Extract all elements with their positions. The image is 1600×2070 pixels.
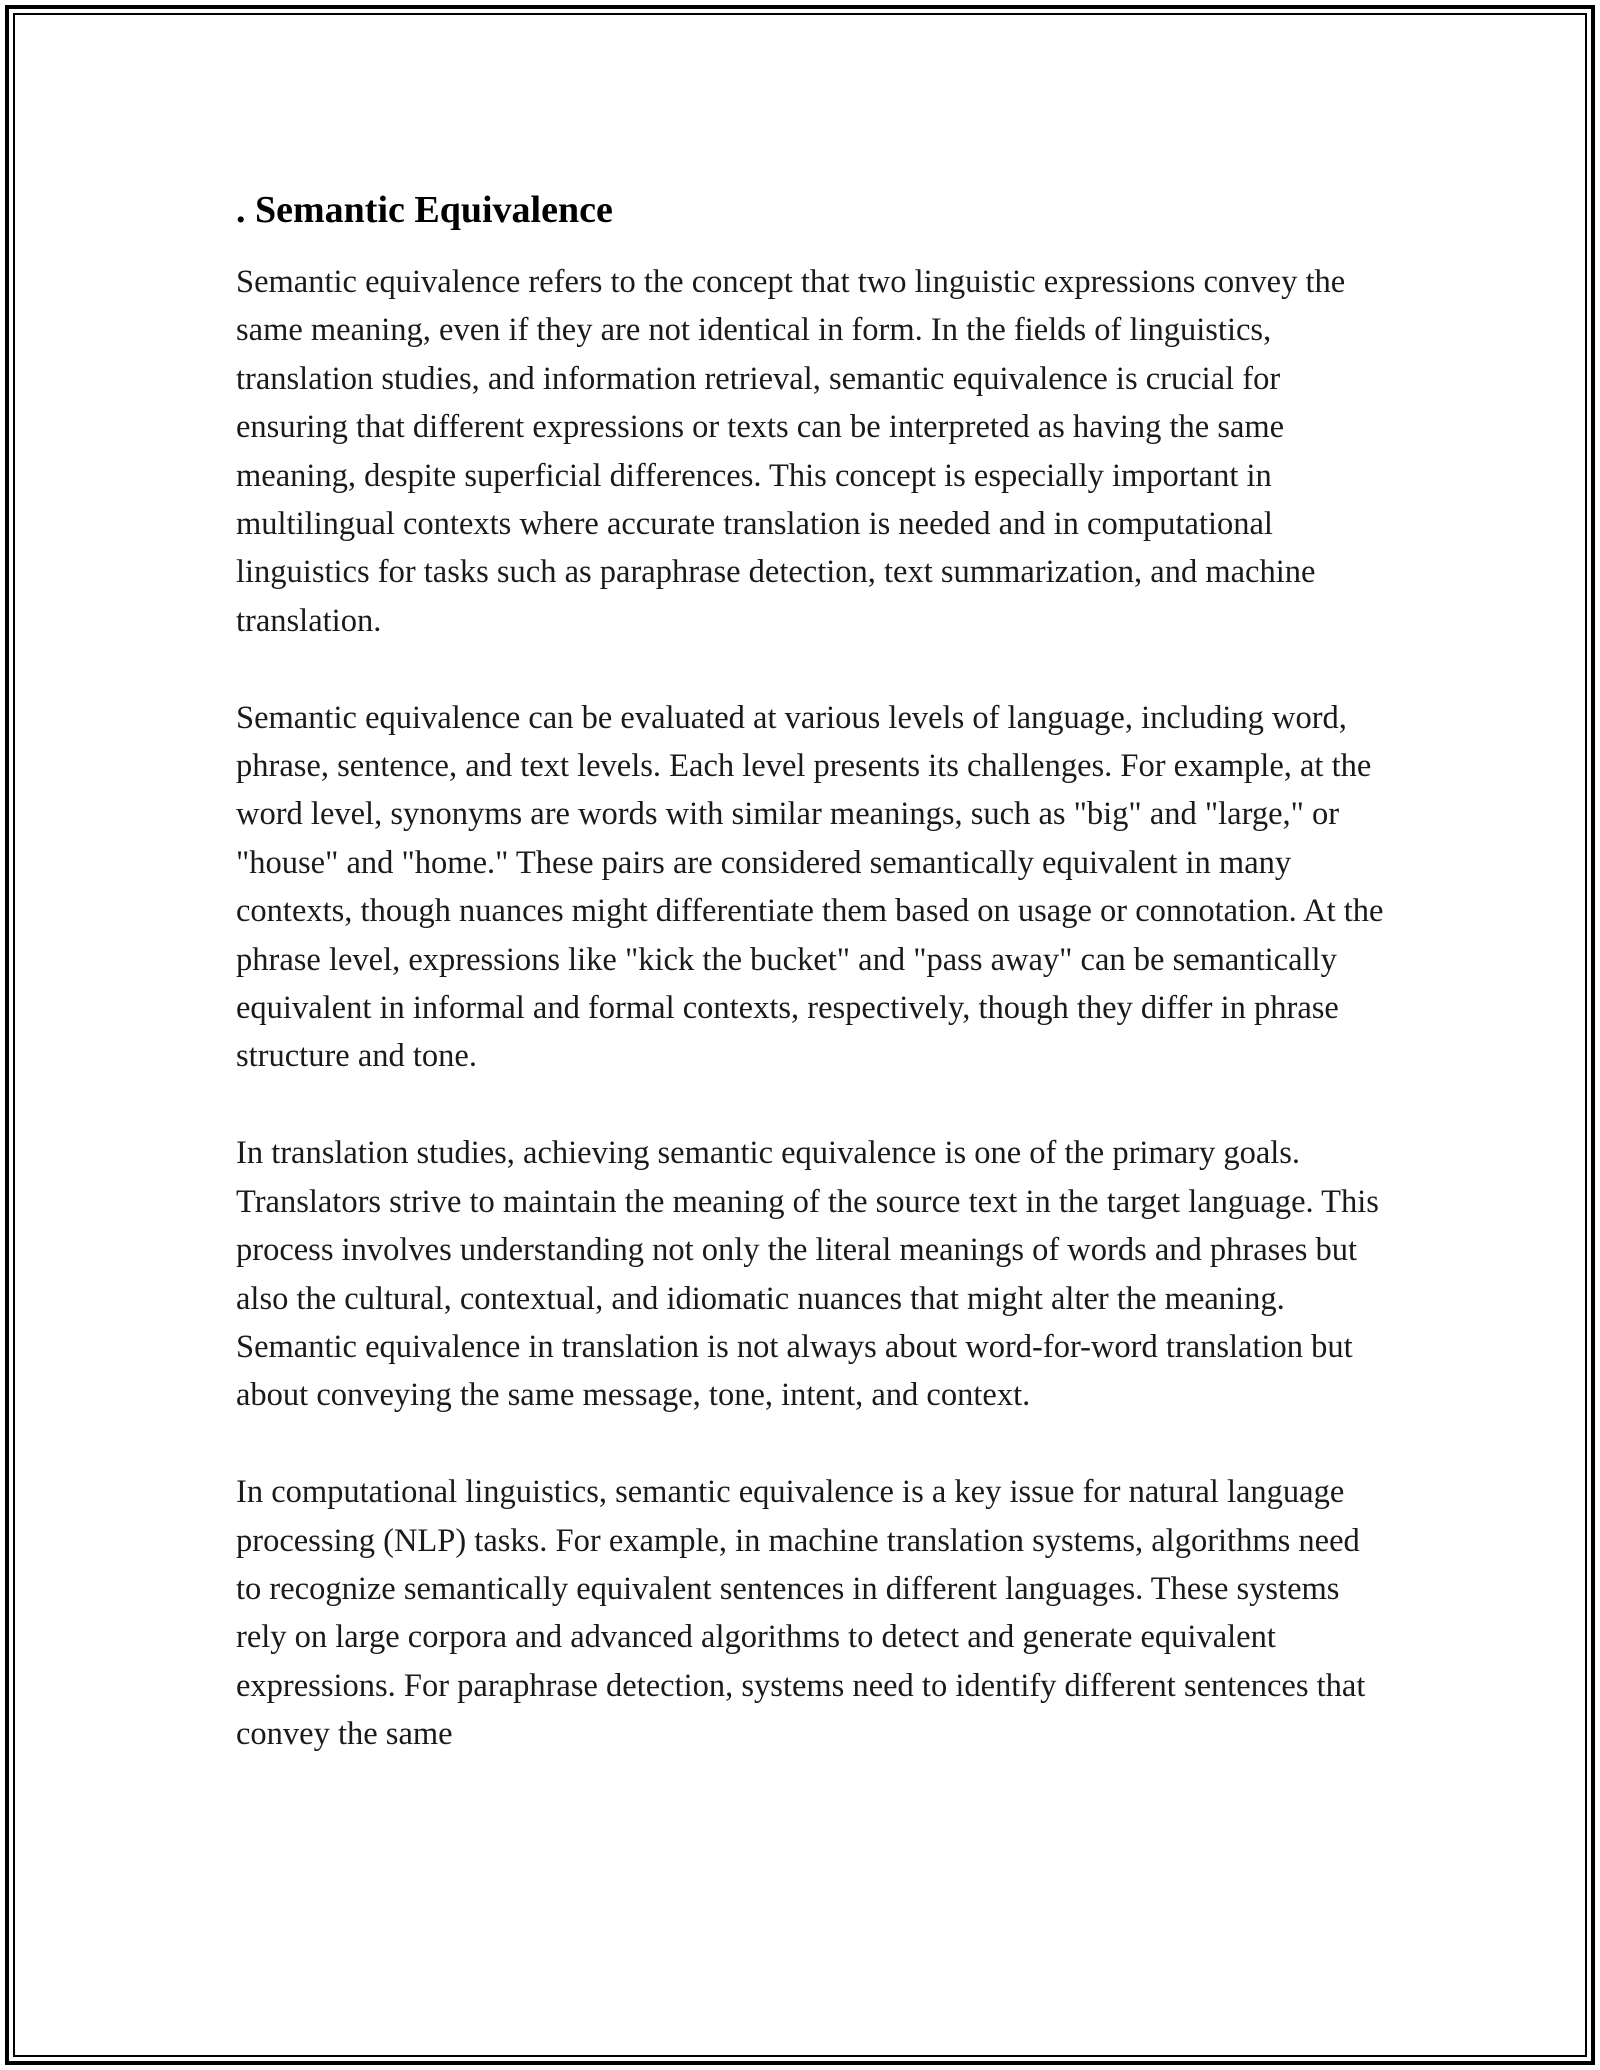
- section-heading: . Semantic Equivalence: [236, 189, 613, 231]
- paragraph-2: Semantic equivalence can be evaluated at various levels of language, including word, phrase, sentence, and text levels. Each level presents its challenges. For example, at the word level, synonyms are words with similar meanings, such as "big" and "large," or "house" and "home." These pairs are considered semantically equivalent in many contexts, though nuances might differentiate them based on usage or connotation. At the phrase level, expressions like "kick the bucket" and "pass away" can be semantically equivalent in informal and formal contexts, respectively, though they differ in phrase structure and tone.: [236, 699, 1384, 1075]
- paragraph-4: In computational linguistics, semantic equivalence is a key issue for natural language processing (NLP) tasks. For example, in machine translation systems, algorithms need to recognize semantically equivalent sentences in different languages. These systems rely on large corpora and advanced algorithms to detect and generate equivalent expressions. For paraphrase detection, systems need to identify different sentences that convey the same: [236, 1474, 1366, 1753]
- paragraph-1: Semantic equivalence refers to the concept that two linguistic expressions convey the same meaning, even if they are not identical in form. In the fields of linguistics, translation studies, and information retrieval, semantic equivalence is crucial for ensuring that different expressions or texts can be interpreted as having the same meaning, despite superficial differences. This concept is especially important in multilingual contexts where accurate translation is needed and in computational linguistics for tasks such as paraphrase detection, text summarization, and machine translation.: [236, 264, 1346, 639]
- document-body: [236, 186, 1386, 1759]
- paragraph-3: In translation studies, achieving semantic equivalence is one of the primary goals. Translators strive to maintain the meaning of the source text in the target language. This process involves understanding not only the literal meanings of words and phrases but also the cultural, contextual, and idiomatic nuances that might alter the meaning. Semantic equivalence in translation is not always about word-for-word translation but about conveying the same message, tone, intent, and context.: [236, 1135, 1379, 1414]
